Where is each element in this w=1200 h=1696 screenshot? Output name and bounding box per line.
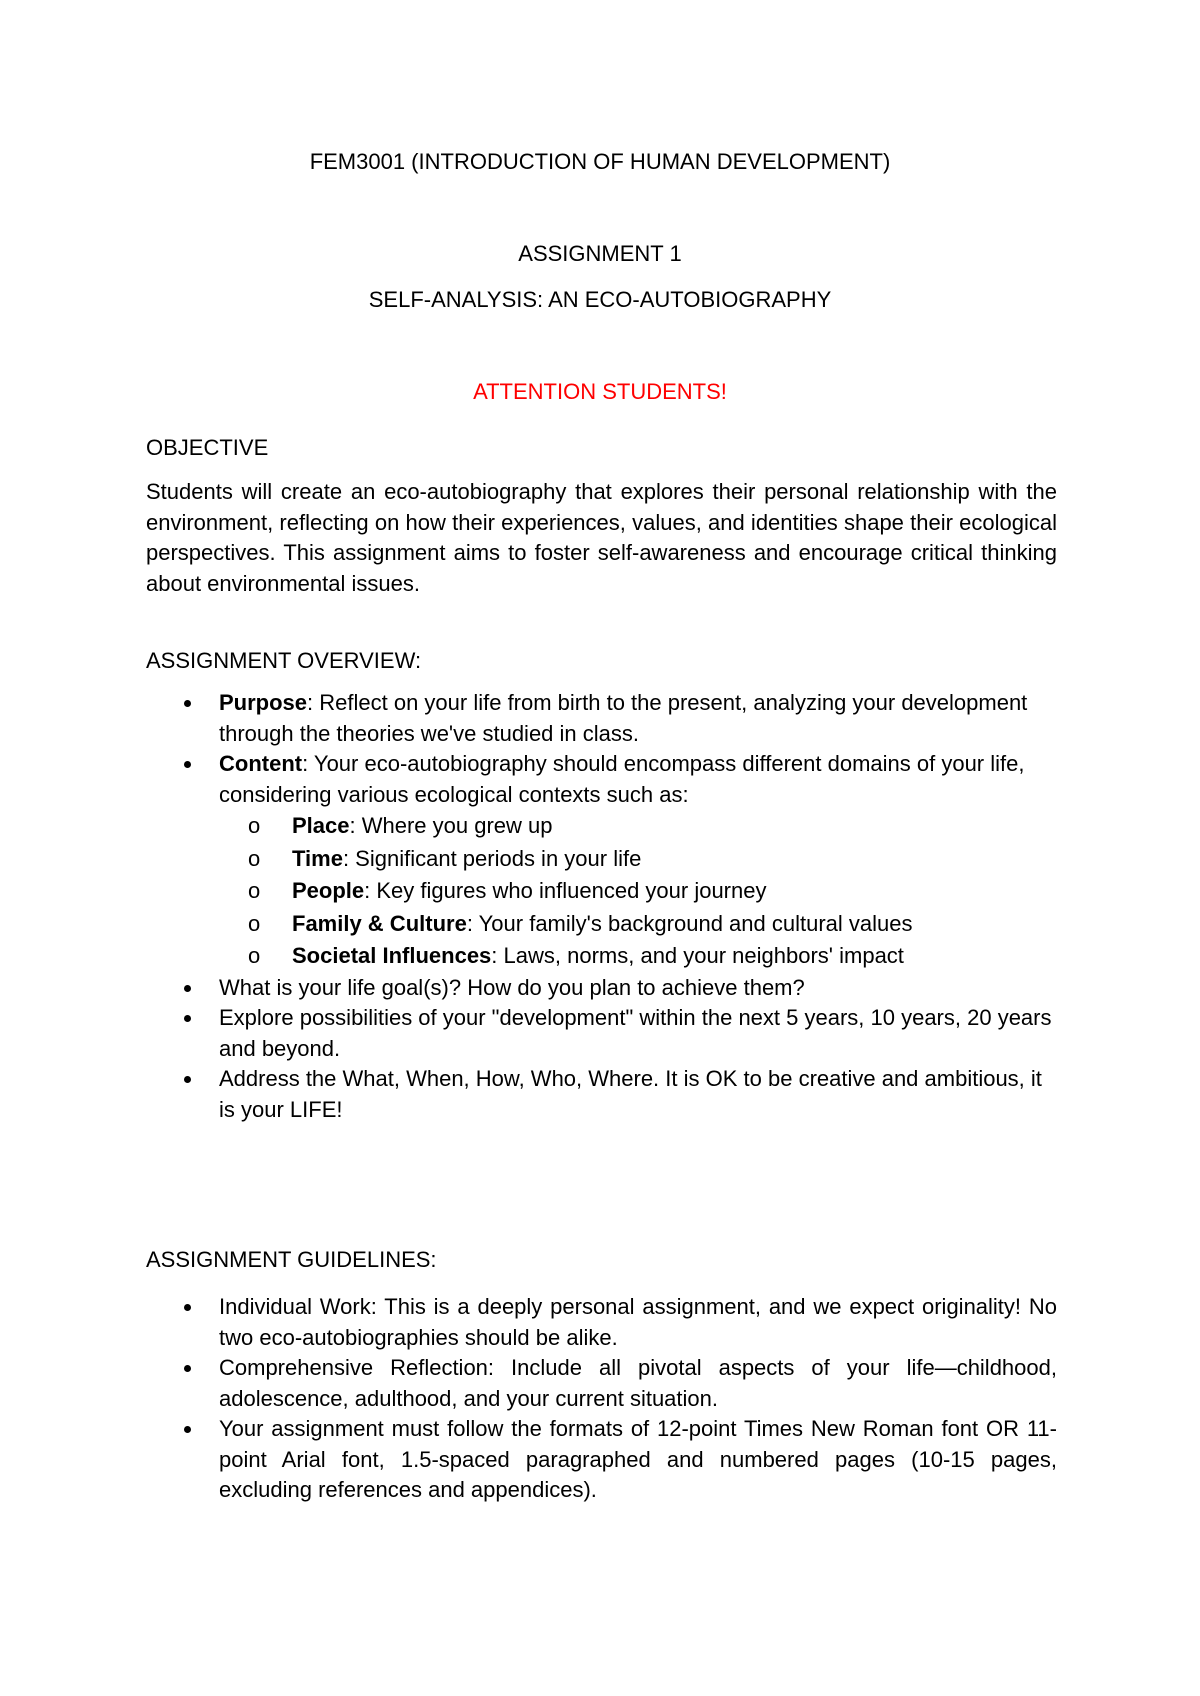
sub-item-people xyxy=(219,875,1057,908)
guideline-text: Your assignment must follow the formats of 12-point Times New Roman font OR 11-point Arial font, 1.5-spaced paragraphed and numbered pages (10-15 pages, excluding references and appendices). xyxy=(219,1416,1057,1502)
circle-bullet-icon: o xyxy=(248,845,261,871)
bullet-icon xyxy=(184,1426,191,1433)
sub-item-time xyxy=(219,843,1057,876)
sub-item-text: : Key figures who influenced your journey xyxy=(364,878,767,903)
guideline-text: Comprehensive Reflection: Include all pivotal aspects of your life—childhood, adolescence, adulthood, and your current situation. xyxy=(219,1355,1057,1411)
sub-item-text: : Your family's background and cultural values xyxy=(466,910,913,936)
sub-item-text: : Significant periods in your life xyxy=(342,845,642,871)
overview-item-explore xyxy=(146,1003,1057,1064)
overview-item-address xyxy=(146,1064,1057,1125)
bullet-icon xyxy=(184,1304,191,1311)
purpose-text: : Reflect on your life from birth to the present, analyzing your development through the theories we've studied in class. xyxy=(219,690,1028,746)
bullet-icon xyxy=(184,1365,191,1372)
sub-item-label: Place xyxy=(292,813,350,838)
guidelines-list xyxy=(146,1292,1057,1506)
bullet-icon xyxy=(184,1015,191,1022)
content-text: : Your eco-autobiography should encompass different domains of your life, considering various ecological contexts such as: xyxy=(219,751,1025,807)
guideline-item-reflection xyxy=(146,1353,1057,1414)
overview-heading: ASSIGNMENT OVERVIEW: xyxy=(146,648,422,673)
sub-item-label: People xyxy=(292,878,365,903)
guideline-item-format xyxy=(146,1414,1057,1506)
assignment-subtitle: SELF-ANALYSIS: AN ECO-AUTOBIOGRAPHY xyxy=(368,287,832,312)
guidelines-heading: ASSIGNMENT GUIDELINES: xyxy=(146,1247,437,1272)
bullet-icon xyxy=(184,1076,191,1083)
sub-item-societal-influences xyxy=(219,940,1057,973)
context-sublist xyxy=(219,810,1057,973)
circle-bullet-icon: o xyxy=(248,910,261,936)
sub-item-label: Family & Culture xyxy=(292,910,467,936)
purpose-label: Purpose xyxy=(219,690,308,715)
sub-item-label: Time xyxy=(292,845,343,871)
overview-list xyxy=(146,688,1057,1125)
address-text: Address the What, When, How, Who, Where. It is OK to be creative and ambitious, it is your LIFE! xyxy=(219,1066,1042,1122)
assignment-number: ASSIGNMENT 1 xyxy=(518,241,682,266)
sub-item-text: : Where you grew up xyxy=(349,813,553,838)
guideline-text: Individual Work: This is a deeply personal assignment, and we expect originality! No two eco-autobiographies should be alike. xyxy=(219,1294,1057,1350)
sub-item-text: : Laws, norms, and your neighbors' impact xyxy=(491,943,904,968)
overview-item-purpose xyxy=(146,688,1057,749)
circle-bullet-icon: o xyxy=(248,943,261,968)
goal-text: What is your life goal(s)? How do you plan to achieve them? xyxy=(219,974,805,1000)
content-label: Content xyxy=(219,751,303,776)
sub-item-label: Societal Influences xyxy=(292,943,492,968)
circle-bullet-icon: o xyxy=(248,878,261,903)
bullet-icon xyxy=(184,761,191,768)
objective-paragraph: Students will create an eco-autobiography that explores their personal relationship with the environment, reflecting on how their experiences, values, and identities shape their ecological perspectives. This assignment aims to foster self-awareness and encourage critical thinking about environmental issues. xyxy=(146,479,1057,596)
overview-item-content xyxy=(146,749,1057,973)
bullet-icon xyxy=(184,700,191,707)
guideline-item-individual xyxy=(146,1292,1057,1353)
overview-item-goal xyxy=(146,973,1057,1004)
circle-bullet-icon: o xyxy=(248,813,261,838)
sub-item-family-culture xyxy=(219,908,1057,941)
attention-notice: ATTENTION STUDENTS! xyxy=(473,379,727,404)
explore-text: Explore possibilities of your "development" within the next 5 years, 10 years, 20 years and beyond. xyxy=(219,1005,1052,1061)
course-title: FEM3001 (INTRODUCTION OF HUMAN DEVELOPMENT) xyxy=(309,149,891,174)
sub-item-place xyxy=(219,810,1057,843)
bullet-icon xyxy=(184,985,191,992)
objective-heading: OBJECTIVE xyxy=(146,435,269,460)
